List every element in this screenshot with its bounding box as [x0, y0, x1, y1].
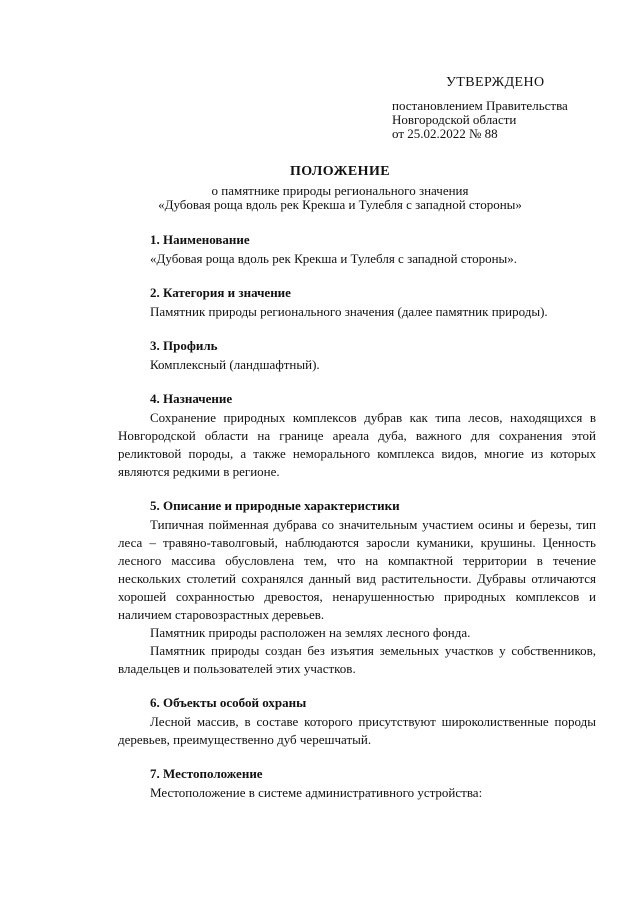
section-paragraph: Памятник природы создан без изъятия земельных участков у собственников, владельцев и пользователей этих участков.: [118, 643, 596, 676]
section-paragraph: Лесной массив, в составе которого присутствуют широколиственные породы деревьев, преимущественно дуб черешчатый.: [118, 714, 596, 747]
section-heading: 2. Категория и значение: [150, 285, 291, 300]
section-purpose: [118, 391, 596, 481]
approval-title: УТВЕРЖДЕНО: [446, 75, 545, 90]
document-title: ПОЛОЖЕНИЕ: [290, 164, 390, 179]
section-paragraph: Памятник природы регионального значения (далее памятник природы).: [150, 304, 548, 319]
approval-line-date-number: от 25.02.2022 № 88: [392, 126, 498, 141]
section-description: [118, 498, 596, 678]
section-paragraph: Памятник природы расположен на землях лесного фонда.: [150, 625, 471, 640]
section-location: [118, 766, 596, 802]
section-paragraph: Комплексный (ландшафтный).: [150, 357, 320, 372]
section-heading: 4. Назначение: [150, 391, 233, 406]
section-heading: 5. Описание и природные характеристики: [150, 498, 400, 513]
section-heading: 6. Объекты особой охраны: [150, 695, 307, 710]
section-heading: 1. Наименование: [150, 232, 250, 247]
section-heading: 3. Профиль: [150, 338, 218, 353]
section-heading: 7. Местоположение: [150, 766, 263, 781]
document-subtitle-line-1: о памятнике природы регионального значения: [211, 183, 469, 198]
section-protected-objects: [118, 695, 596, 749]
section-paragraph: «Дубовая роща вдоль рек Крекша и Тулебля с западной стороны».: [150, 251, 518, 266]
document-body: [118, 232, 596, 819]
document-subtitle-line-2: «Дубовая роща вдоль рек Крекша и Тулебля с западной стороны»: [158, 197, 522, 212]
section-profile: [118, 338, 596, 374]
section-paragraph: Сохранение природных комплексов дубрав как типа лесов, находящихся в Новгородской области на границе ареала дуба, важного для сохранения этой реликтовой породы, а также неморального комплекса видов, многие из которых являются редкими в регионе.: [118, 410, 596, 479]
section-paragraph: Местоположение в системе административного устройства:: [150, 785, 483, 800]
section-name: [118, 232, 596, 268]
approval-line-region: Новгородской области: [392, 112, 517, 127]
approval-line-authority: постановлением Правительства: [392, 98, 568, 113]
section-paragraph: Типичная пойменная дубрава со значительным участием осины и березы, тип леса – травяно-таволговый, наблюдаются заросли куманики, крушины. Ценность лесного массива обусловлена тем, что на компактной территории в течение нескольких столетий сохранялся данный вид растительности. Дубравы отличаются хорошей сохранностью древостоя, ненарушенностью природных комплексов и наличием старовозрастных деревьев.: [118, 517, 596, 622]
approval-stamp-block: [392, 76, 622, 141]
section-category: [118, 285, 596, 321]
document-header: [140, 164, 540, 212]
